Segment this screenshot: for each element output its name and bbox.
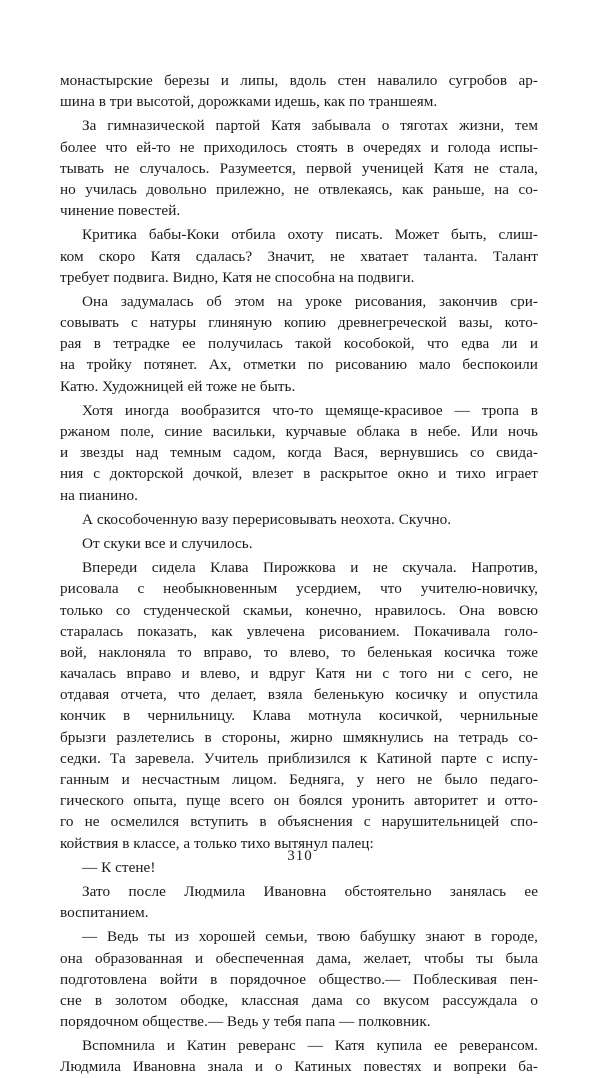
text-line: шина в три высотой, дорожками идешь, как по траншеям. (60, 93, 438, 111)
page-number: 310 (287, 848, 313, 864)
text-line: более что ей-то не приходилось стоять в очередях и голода испы- (60, 138, 538, 156)
text-line: и звезды над темным садом, когда Вася, вернувшись со свида- (60, 444, 538, 462)
text-line: на пианино. (60, 486, 138, 504)
text-line: подготовлена войти в порядочное общество.— Поблескивая пен- (60, 970, 538, 988)
text-line: тывать не случалось. Разумеется, первой ученицей Катя не стала, (60, 159, 538, 177)
text-line: она образованная и обеспеченная дама, желает, чтобы ты была (60, 949, 538, 967)
text-line: сне в золотом ободке, классная дама со вкусом рассуждала о (60, 991, 538, 1009)
text-line: От скуки все и случилось. (82, 534, 253, 552)
text-line: на тройку потянет. Ах, отметки по рисованию мало беспокоили (60, 356, 538, 374)
text-line: рая в тетрадке ее получилась такой кособокой, что едва ли и (60, 335, 538, 353)
text-line: За гимназической партой Катя забывала о тяготах жизни, тем (82, 117, 538, 135)
text-line: ржаном поле, синие васильки, курчавые облака в небе. Или ночь (60, 423, 538, 440)
text-line: А скособоченную вазу перерисовывать неохота. Скучно. (82, 510, 452, 528)
text-line: Зато после Людмила Ивановна обстоятельно занялась ее (82, 882, 538, 900)
text-line: брызги разлетелись в стороны, жирно шмякнулись на тетрадь со- (60, 728, 538, 746)
text-line: гического опыта, пуще всего он боялся уронить авторитет и отто- (60, 792, 538, 810)
text-line: порядочном обществе.— Ведь у тебя папа — полковник. (60, 1013, 431, 1031)
text-line: Хотя иногда вообразится что-то щемяще-красивое — тропа в (82, 401, 538, 419)
text-line: монастырские березы и липы, вдоль стен навалило сугробов ар- (60, 72, 538, 89)
text-line: вой, наклоняла то вправо, то влево, то беленькая косичка тоже (60, 643, 538, 661)
text-line: Катю. Художницей ей тоже не быть. (60, 377, 296, 395)
text-line: качалась вправо и влево, и вдруг Катя ни с того ни с сего, не (60, 665, 538, 683)
text-line: седки. Та заревела. Учитель приблизился к Катиной парте с испу- (60, 749, 538, 767)
text-line: совывать с натуры глиняную копию древнегреческой вазы, кото- (60, 314, 538, 332)
text-line: Людмила Ивановна знала и о Катиных повестях и вопреки ба- (60, 1058, 538, 1076)
text-line: ния с докторской дочкой, влезет в раскрытое окно и тихо играет (60, 465, 538, 483)
text-line: кончик в чернильницу. Клава мотнула косичкой, чернильные (60, 707, 538, 725)
text-line: ком скоро Катя сдалась? Значит, не хватает таланта. Талант (60, 247, 538, 265)
text-line: рисовала с необыкновенным усердием, что учителю-новичку, (60, 580, 538, 598)
text-line: старалась показать, как увлечена рисованием. Покачивала голо- (60, 622, 538, 640)
text-line: только со студенческой скамьи, конечно, нравилось. Она вовсю (60, 601, 538, 619)
text-line: отдавая отчета, что делает, взяла беленькую косичку и опустила (60, 686, 538, 704)
text-line: го не осмелился вступить в объяснения с нарушительницей спо- (60, 813, 538, 831)
body-text (60, 70, 538, 1078)
text-line: Впереди сидела Клава Пирожкова и не скучала. Напротив, (82, 559, 538, 577)
text-line: требует подвига. Видно, Катя не способна на подвиги. (60, 268, 415, 286)
text-line: чинение повестей. (60, 202, 181, 220)
text-line: Она задумалась об этом на уроке рисования, закончив сри- (82, 292, 538, 310)
text-line: ганным и несчастным лицом. Бедняга, у него не было педаго- (60, 771, 538, 788)
text-line: — Ведь ты из хорошей семьи, твою бабушку знают в городе, (82, 928, 538, 946)
text-line: но училась довольно прилежно, не отвлекаясь, как раньше, на со- (60, 180, 538, 198)
text-line: воспитанием. (60, 904, 149, 922)
text-line: койствия в классе, а только тихо вытянул палец: (60, 834, 374, 852)
text-line: Вспомнила и Катин реверанс — Катя купила ее реверансом. (82, 1037, 538, 1055)
text-line: Критика бабы-Коки отбила охоту писать. Может быть, слиш- (82, 226, 538, 244)
text-line: — К стене! (82, 858, 156, 876)
